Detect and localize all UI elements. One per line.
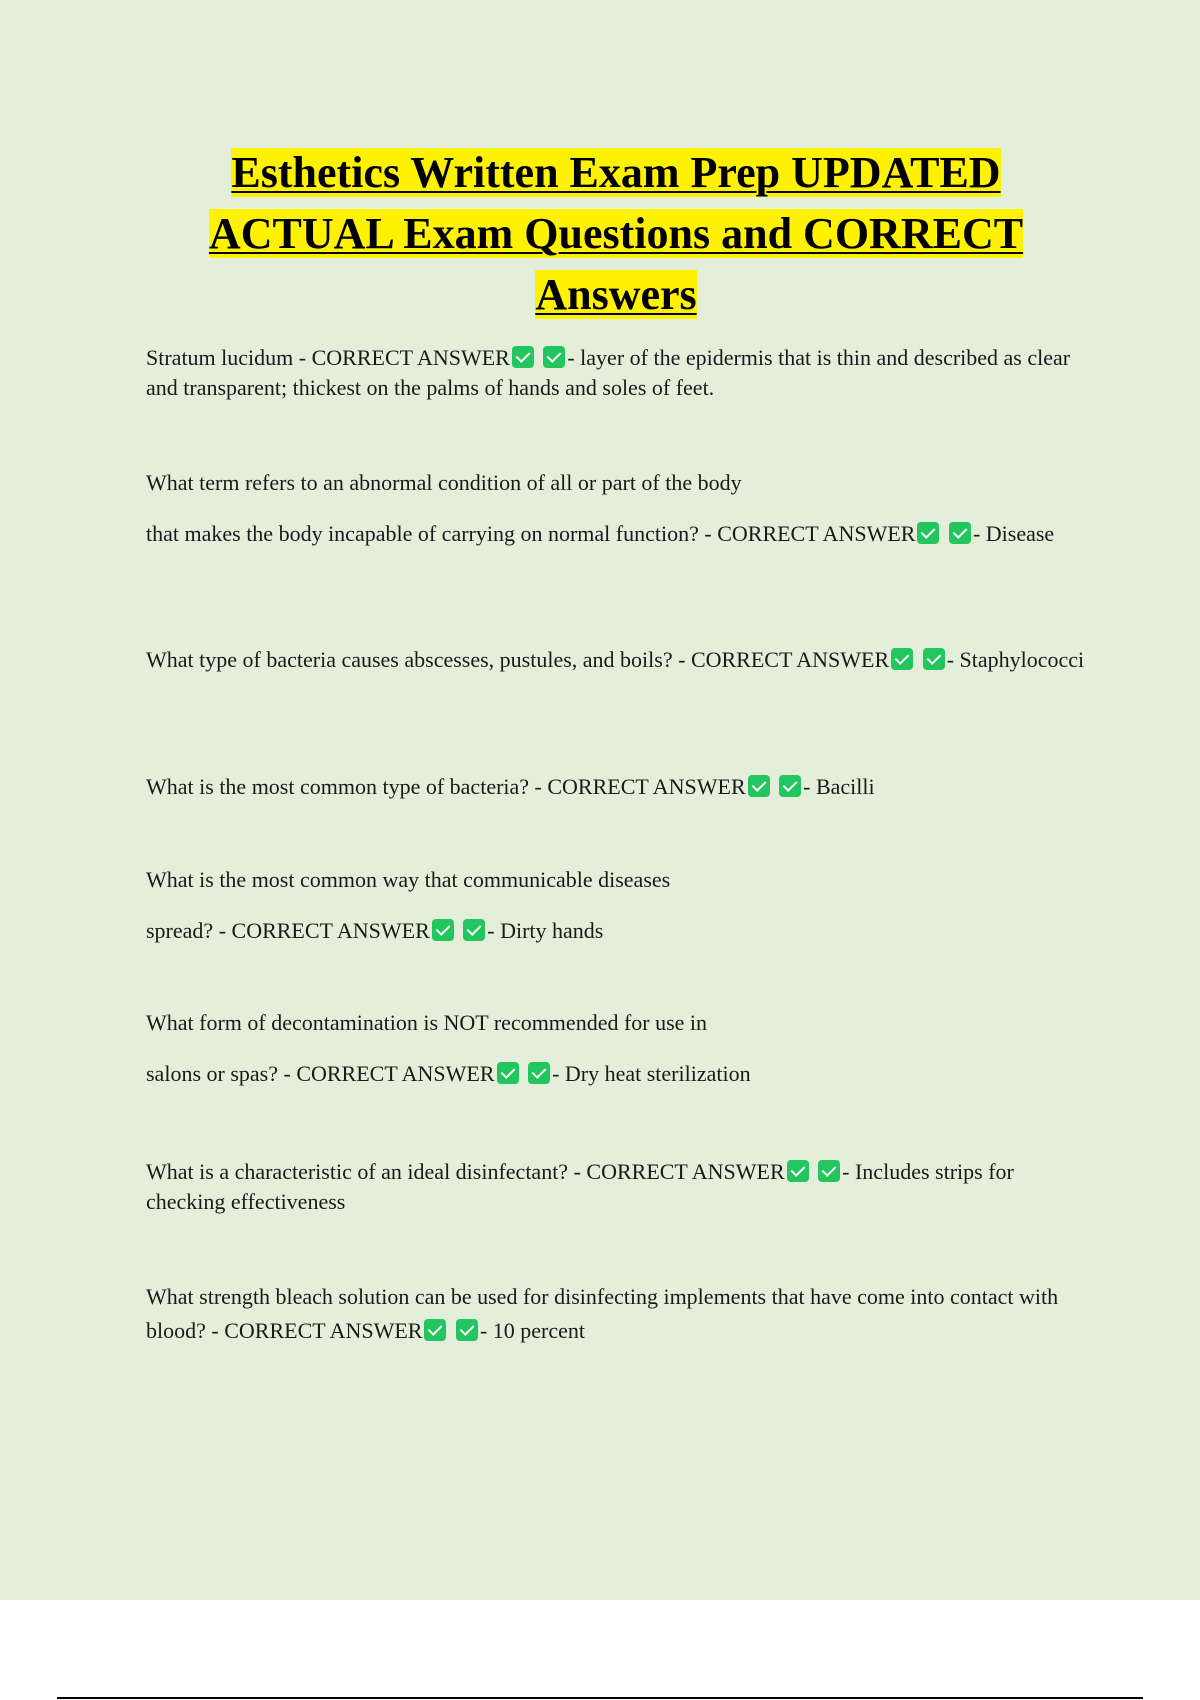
- check-mark-icon: [818, 1160, 840, 1182]
- question-text: salons or spas?: [146, 1061, 278, 1086]
- question-line: What is the most common way that communicable diseases: [146, 867, 671, 892]
- question-text: Stratum lucidum: [146, 345, 294, 370]
- question-text: What is a characteristic of an ideal disinfectant?: [146, 1159, 569, 1184]
- check-mark-icon: [949, 522, 971, 544]
- document-title: [140, 142, 1092, 325]
- check-mark-icon: [463, 919, 485, 941]
- answer-marker: CORRECT ANSWER: [296, 1061, 495, 1086]
- qa-text: What strength bleach solution can be used for disinfecting implements that have come into contact with blood? - CORRECT ANSWER - 10 percent: [146, 1284, 1059, 1343]
- qa-text: Stratum lucidum - CORRECT ANSWER - layer of the epidermis that is thin and described as clear and transparent; thickest on the palms of hands and soles of feet.: [146, 345, 1071, 400]
- qa-text: spread? - CORRECT ANSWER - Dirty hands: [146, 918, 604, 943]
- answer-text: Staphylococci: [959, 647, 1085, 672]
- check-mark-icon: [432, 919, 454, 941]
- check-mark-icon: [424, 1319, 446, 1341]
- answer-text: Dirty hands: [500, 918, 604, 943]
- check-mark-icon: [787, 1160, 809, 1182]
- answer-text: Disease: [985, 521, 1055, 546]
- question-text: What is the most common type of bacteria?: [146, 774, 530, 799]
- qa-text: What type of bacteria causes abscesses, pustules, and boils? - CORRECT ANSWER - Staphylococci: [146, 647, 1085, 672]
- qa-item-5: [146, 865, 1096, 946]
- question-text: What type of bacteria causes abscesses, pustules, and boils?: [146, 647, 673, 672]
- qa-text: that makes the body incapable of carrying on normal function? - CORRECT ANSWER - Disease: [146, 521, 1055, 546]
- answer-text: Bacilli: [815, 774, 875, 799]
- qa-text: What is the most common type of bacteria? - CORRECT ANSWER - Bacilli: [146, 774, 875, 799]
- check-mark-icon: [891, 648, 913, 670]
- check-mark-icon: [543, 346, 565, 368]
- qa-item-2: [146, 468, 1096, 549]
- check-mark-icon: [779, 775, 801, 797]
- check-mark-icon: [497, 1062, 519, 1084]
- answer-marker: CORRECT ANSWER: [224, 1318, 423, 1343]
- qa-item-3: [146, 645, 1096, 675]
- check-mark-icon: [528, 1062, 550, 1084]
- qa-item-6: [146, 1008, 1096, 1089]
- answer-marker: CORRECT ANSWER: [586, 1159, 785, 1184]
- answer-marker: CORRECT ANSWER: [690, 647, 890, 672]
- check-mark-icon: [923, 648, 945, 670]
- question-line: What term refers to an abnormal condition of all or part of the body: [146, 470, 742, 495]
- qa-text: salons or spas? - CORRECT ANSWER - Dry heat sterilization: [146, 1061, 751, 1086]
- answer-text: layer of the epidermis that is thin and described as clear and transparent; thickest on the palms of hands and soles of feet.: [146, 345, 1071, 400]
- answer-marker: CORRECT ANSWER: [717, 521, 916, 546]
- qa-text: What is a characteristic of an ideal disinfectant? - CORRECT ANSWER - Includes strips for checking effectiveness: [146, 1159, 1014, 1214]
- answer-marker: CORRECT ANSWER: [311, 345, 510, 370]
- answer-text: Includes strips for checking effectiveness: [146, 1159, 1014, 1214]
- question-line: What form of decontamination is NOT recommended for use in: [146, 1010, 708, 1035]
- document-title-text: Esthetics Written Exam Prep UPDATED ACTUAL Exam Questions and CORRECT Answers: [208, 148, 1024, 319]
- question-text: spread?: [146, 918, 214, 943]
- answer-text: Dry heat sterilization: [564, 1061, 751, 1086]
- qa-item-7: [146, 1157, 1096, 1217]
- qa-item-1: [146, 343, 1096, 403]
- answer-marker: CORRECT ANSWER: [547, 774, 746, 799]
- question-text: that makes the body incapable of carrying on normal function?: [146, 521, 699, 546]
- qa-item-4: [146, 772, 1096, 802]
- check-mark-icon: [917, 522, 939, 544]
- check-mark-icon: [456, 1319, 478, 1341]
- question-text: What strength bleach solution can be used for disinfecting implements that have come into contact with blood?: [146, 1284, 1059, 1343]
- check-mark-icon: [512, 346, 534, 368]
- answer-marker: CORRECT ANSWER: [231, 918, 430, 943]
- check-mark-icon: [748, 775, 770, 797]
- answer-text: 10 percent: [492, 1318, 586, 1343]
- qa-item-8: [146, 1280, 1096, 1348]
- footer-divider: [57, 1697, 1143, 1699]
